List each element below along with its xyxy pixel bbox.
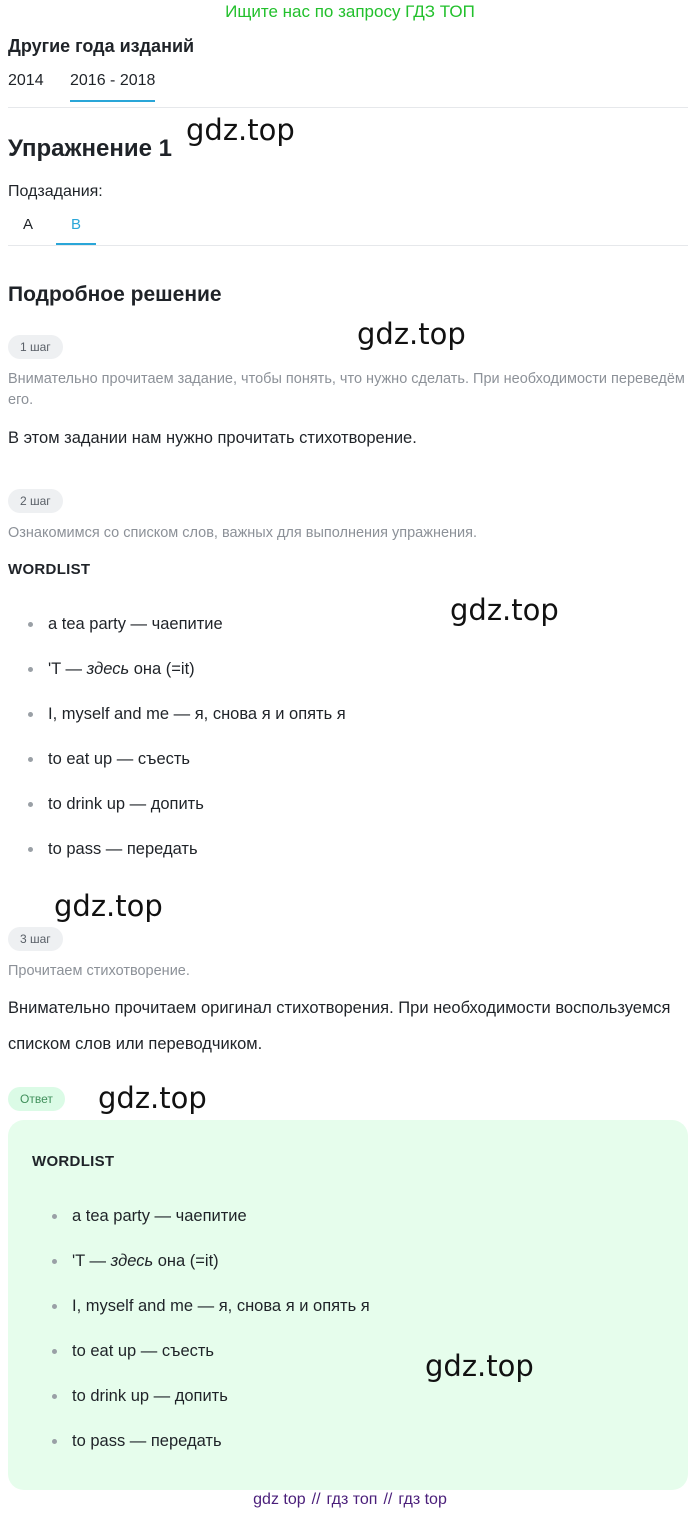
footer-link[interactable]: гдз топ [326, 1491, 378, 1508]
list-item: a tea party — чаепитие [32, 1204, 672, 1249]
subtasks-label: Подзадания: [8, 183, 103, 200]
bullet-icon [28, 847, 33, 852]
step-1-hint: Внимательно прочитаем задание, чтобы понять, что нужно сделать. При необходимости переведём его. [8, 371, 685, 408]
footer-link[interactable]: gdz top [253, 1491, 306, 1508]
answer-wordlist [32, 1204, 672, 1474]
watermark: gdz.top [450, 593, 559, 627]
footer-links [0, 1491, 700, 1509]
divider [8, 107, 688, 108]
list-item: a tea party — чаепитие [8, 612, 688, 657]
editions-heading: Другие года изданий [8, 36, 195, 56]
footer-link[interactable]: гдз top [398, 1491, 447, 1508]
subtask-tab-b[interactable]: B [56, 216, 96, 245]
step-2-badge: 2 шаг [8, 489, 63, 513]
wordlist-title: WORDLIST [8, 561, 91, 578]
footer-separator: // [311, 1491, 321, 1508]
bullet-icon [28, 712, 33, 717]
divider [8, 245, 688, 246]
subtask-tab-a[interactable]: A [22, 216, 33, 233]
bullet-icon [28, 802, 33, 807]
bullet-icon [52, 1349, 57, 1354]
list-item: to drink up — допить [8, 792, 688, 837]
exercise-title: Упражнение 1 [8, 135, 172, 162]
footer-separator: // [383, 1491, 393, 1508]
list-item: to pass — передать [8, 837, 688, 882]
answer-badge: Ответ [8, 1087, 65, 1111]
bullet-icon [28, 667, 33, 672]
step-3-badge: 3 шаг [8, 927, 63, 951]
watermark: gdz.top [186, 113, 295, 147]
bullet-icon [52, 1304, 57, 1309]
watermark: gdz.top [425, 1349, 534, 1383]
list-item: to drink up — допить [32, 1384, 672, 1429]
edition-tab-2014[interactable]: 2014 [8, 72, 44, 89]
watermark: gdz.top [98, 1081, 207, 1115]
list-item: 'T — здесь она (=it) [32, 1249, 672, 1294]
bullet-icon [28, 757, 33, 762]
list-item: to eat up — съесть [32, 1339, 672, 1384]
list-item: to pass — передать [32, 1429, 672, 1474]
bullet-icon [52, 1439, 57, 1444]
edition-tab-2016-2018[interactable]: 2016 - 2018 [70, 72, 155, 102]
promo-banner: Ищите нас по запросу ГДЗ ТОП [225, 2, 475, 21]
step-1-text: В этом задании нам нужно прочитать стихотворение. [8, 429, 417, 447]
wordlist [8, 612, 688, 882]
bullet-icon [28, 622, 33, 627]
bullet-icon [52, 1259, 57, 1264]
step-3-text: Внимательно прочитаем оригинал стихотворения. При необходимости воспользуемся списком слов или переводчиком. [8, 999, 671, 1053]
list-item: to eat up — съесть [8, 747, 688, 792]
watermark: gdz.top [357, 317, 466, 351]
step-2-hint: Ознакомимся со списком слов, важных для выполнения упражнения. [8, 525, 478, 541]
step-3-hint: Прочитаем стихотворение. [8, 963, 190, 979]
list-item: I, myself and me — я, снова я и опять я [8, 702, 688, 747]
list-item: I, myself and me — я, снова я и опять я [32, 1294, 672, 1339]
answer-wordlist-title: WORDLIST [32, 1153, 115, 1170]
step-1-badge: 1 шаг [8, 335, 63, 359]
list-item: 'T — здесь она (=it) [8, 657, 688, 702]
watermark: gdz.top [54, 889, 163, 923]
bullet-icon [52, 1394, 57, 1399]
solution-heading: Подробное решение [8, 283, 222, 306]
bullet-icon [52, 1214, 57, 1219]
